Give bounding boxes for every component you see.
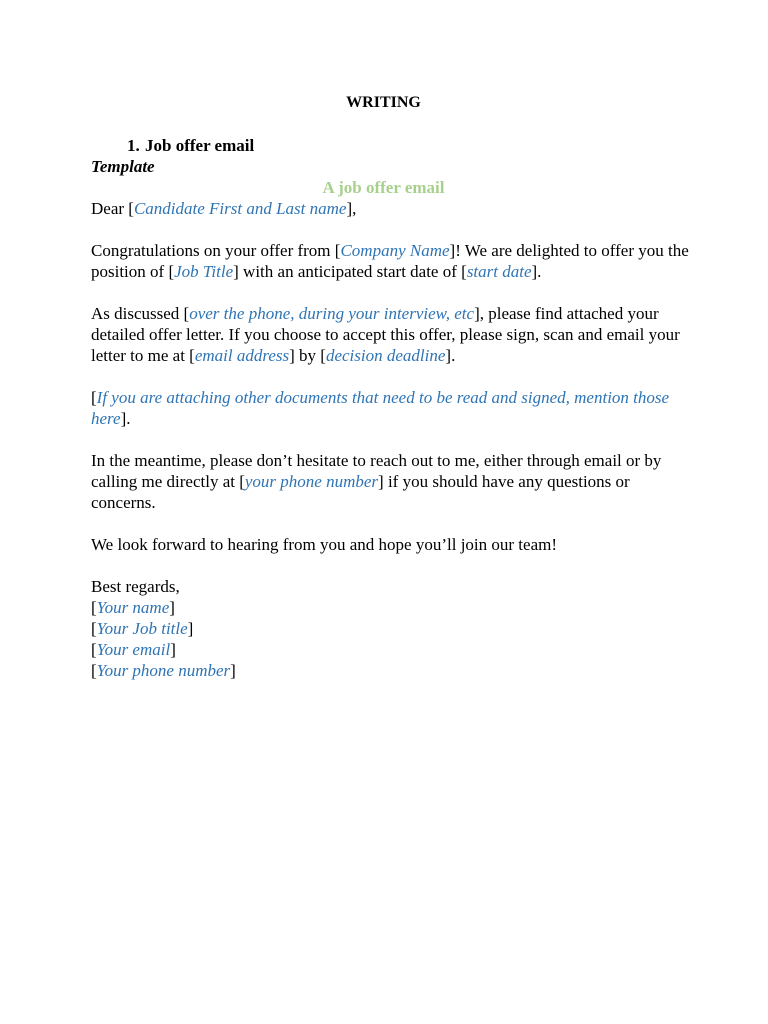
paragraph-congratulations (91, 240, 691, 282)
text-fragment: ]. (445, 346, 456, 365)
text-fragment: ], please find attached your detailed offer letter. If you choose to accept this offer, please sign, scan and email your letter to me at [ (91, 304, 680, 365)
section-heading (91, 135, 691, 156)
text-fragment: As discussed [ (91, 304, 190, 323)
signature-email: [Your email] (91, 640, 176, 659)
placeholder-your-email: Your email (96, 640, 171, 659)
placeholder-decision-deadline: decision deadline (325, 346, 446, 365)
text-fragment: ]! We are delighted to offer you the position of [ (91, 241, 689, 281)
email-subheading: A job offer email (322, 178, 445, 197)
greeting (91, 198, 691, 219)
text-fragment: ]. (531, 262, 542, 281)
text-fragment: In the meantime, please don’t hesitate to reach out to me, either through email or by calling me directly at [ (91, 451, 662, 491)
text-fragment: [ (91, 388, 97, 407)
placeholder-your-job-title: Your Job title (96, 619, 188, 638)
placeholder-discussion-context: over the phone, during your interview, etc (189, 304, 475, 323)
placeholder-email-address: email address (194, 346, 290, 365)
template-label: Template (91, 157, 155, 176)
placeholder-your-phone-number: Your phone number (96, 661, 231, 680)
document-page (91, 92, 691, 681)
greeting-suffix: ], (346, 199, 357, 218)
paragraph-contact (91, 450, 691, 513)
signature-phone: [Your phone number] (91, 661, 236, 680)
text-fragment: Congratulations on your offer from [ (91, 241, 341, 260)
text-fragment: ] with an anticipated start date of [ (233, 262, 467, 281)
greeting-prefix: Dear [ (91, 199, 134, 218)
text-fragment: ] if you should have any questions or concerns. (91, 472, 630, 512)
text-fragment: ]. (120, 409, 131, 428)
paragraph-closing-remark: We look forward to hearing from you and hope you’ll join our team! (91, 535, 558, 554)
placeholder-job-title: Job Title (174, 262, 234, 281)
paragraph-offer-letter (91, 303, 691, 366)
placeholder-your-name: Your name (96, 598, 170, 617)
placeholder-company-name: Company Name (340, 241, 450, 260)
paragraph-attachments (91, 387, 691, 429)
signature-job-title: [Your Job title] (91, 619, 194, 638)
closing: Best regards, (91, 577, 180, 596)
section-number: 1. (127, 136, 140, 155)
placeholder-start-date: start date (466, 262, 532, 281)
text-fragment: ] by [ (289, 346, 326, 365)
placeholder-attachments-note: If you are attaching other documents that need to be read and signed, mention those here (91, 388, 670, 428)
placeholder-candidate-name: Candidate First and Last name (133, 199, 347, 218)
placeholder-phone-number: your phone number (244, 472, 379, 491)
section-label: Job offer email (145, 136, 255, 155)
signature-name: [Your name] (91, 598, 175, 617)
page-title: WRITING (346, 94, 421, 111)
